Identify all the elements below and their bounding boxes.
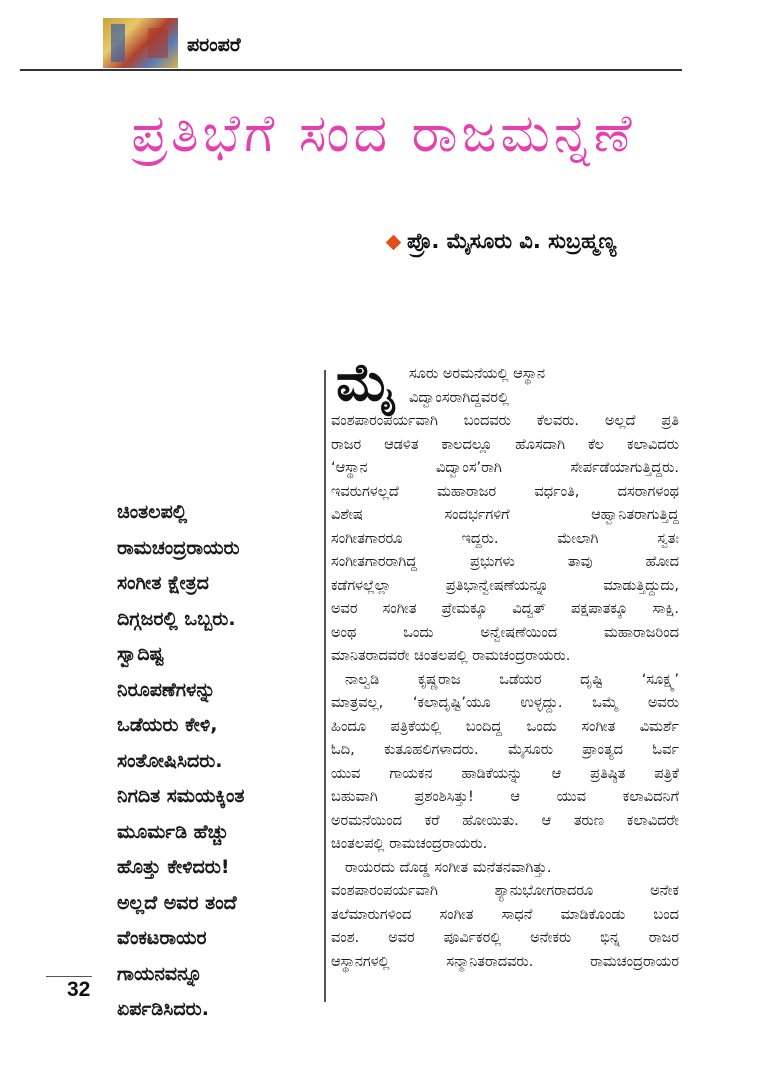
drop-cap: ಮೈ <box>336 353 397 413</box>
article-line: ರಾಜರ ಆಡಳಿತ ಕಾಲದಲ್ಲೂ ಹೊಸದಾಗಿ ಕೆಲ ಕಲಾವಿದರು <box>331 436 679 453</box>
byline <box>388 229 616 254</box>
article-line: ನಾಲ್ವಡಿ ಕೃಷ್ಣರಾಜ ಒಡೆಯರ ದೃಷ್ಟಿ ‘ಸೂಕ್ಷ್ಮ’ <box>345 671 679 688</box>
pull-quote-line: ನಿಗದಿತ ಸಮಯಕ್ಕಿಂತ <box>117 785 245 807</box>
pull-quote-line: ಅಲ್ಲದೆ ಅವರ ತಂದೆ <box>117 891 237 914</box>
article-line: ಅರಮನೆಯಿಂದ ಕರೆ ಹೋಯಿತು. ಆ ತರುಣ ಕಲಾವಿದರೇ <box>331 812 679 829</box>
column-divider <box>324 370 326 1002</box>
header-rule <box>20 69 682 71</box>
article-line: ಅಂಥ ಒಂದು ಅನ್ವೇಷಣೆಯಿಂದ ಮಹಾರಾಜರಿಂದ <box>331 624 679 641</box>
pull-quote-line: ಸ್ವಾದಿಷ್ಟ <box>117 643 164 665</box>
article-line: ಸೂರು ಅರಮನೆಯಲ್ಲಿ ಆಸ್ಥಾನ <box>409 366 546 382</box>
pull-quote-line: ಒಡೆಯರು ಕೇಳಿ, <box>117 714 218 736</box>
article-line: ಯುವ ಗಾಯಕನ ಹಾಡಿಕೆಯನ್ನು ಆ ಪ್ರತಿಷ್ಠಿತ ಪತ್ರಿಕೆ <box>331 765 679 782</box>
pull-quote-line: ನಿರೂಪಣೆಗಳನ್ನು <box>117 678 216 701</box>
diamond-bullet-icon <box>386 234 402 250</box>
pull-quote-line: ವೆಂಕಟರಾಯರ <box>117 927 207 949</box>
article-line: ‘ಆಸ್ಥಾನ ವಿದ್ವಾಂಸ’ರಾಗಿ ಸೇರ್ಪಡೆಯಾಗುತ್ತಿದ್ದರು. <box>331 460 679 476</box>
pull-quote-line: ರಾಮಚಂದ್ರರಾಯರು <box>117 536 240 559</box>
article-line: ಚಿಂತಲಪಲ್ಲಿ ರಾಮಚಂದ್ರರಾಯರು. <box>331 836 488 852</box>
article-line: ಕಡೆಗಳಲ್ಲೆಲ್ಲಾ ಪ್ರತಿಭಾನ್ವೇಷಣೆಯನ್ನೂ ಮಾಡುತ್ತಿದ್ದುದು, <box>331 577 679 594</box>
pull-quote <box>117 495 317 1028</box>
article-line: ಇವರುಗಳಲ್ಲದೆ ಮಹಾರಾಜರ ವರ್ಧಂತಿ, ದಸರಾಗಳಂಥ <box>331 483 679 500</box>
article-line: ಹಿಂದೂ ಪತ್ರಿಕೆಯಲ್ಲಿ ಬಂದಿದ್ದ ಒಂದು ಸಂಗೀತ ವಿಮರ್ಶೆ <box>331 718 679 735</box>
article-line: ವಂಶಪಾರಂಪರ್ಯವಾಗಿ ಬಂದವರು ಕೆಲವರು. ಅಲ್ಲದೆ ಪ್ರತಿ <box>331 413 679 429</box>
article-line: ಬಹುವಾಗಿ ಪ್ರಶಂಶಿಸಿತ್ತು! ಆ ಯುವ ಕಲಾವಿದನಿಗೆ <box>331 789 679 805</box>
article-body <box>331 363 679 974</box>
article-line: ಸಂಗೀತಗಾರರೂ ಇದ್ದರು. ಮೇಲಾಗಿ ಸ್ವತಃ <box>331 530 679 547</box>
article-line: ಅವರ ಸಂಗೀತ ಪ್ರೇಮಕ್ಕೂ ವಿದ್ವತ್ ಪಕ್ಷಪಾತಕ್ಕೂ ಸಾಕ್ಷಿ. <box>331 601 679 617</box>
article-line: ರಾಯರದು ದೊಡ್ಡ ಸಂಗೀತ ಮನೆತನವಾಗಿತ್ತು. <box>345 859 552 876</box>
article-line: ವಿದ್ವಾಂಸರಾಗಿದ್ದವರಲ್ಲಿ <box>409 389 509 406</box>
article-line: ಓದಿ, ಕುತೂಹಲಿಗಳಾದರು. ಮೈಸೂರು ಪ್ರಾಂತ್ಯದ ಓರ್ವ <box>331 742 679 758</box>
pull-quote-line: ದಿಗ್ಗಜರಲ್ಲಿ ಒಬ್ಬರು. <box>117 607 236 630</box>
pull-quote-line: ಸಂಗೀತ ಕ್ಷೇತ್ರದ <box>117 572 209 594</box>
pull-quote-line: ಮೂರ್ಮಡಿ ಹೆಚ್ಚು <box>117 820 229 843</box>
pull-quote-line: ಗಾಯನವನ್ನೂ <box>117 962 203 985</box>
article-line: ತಲೆಮಾರುಗಳಿಂದ ಸಂಗೀತ ಸಾಧನೆ ಮಾಡಿಕೊಂಡು ಬಂದ <box>331 906 679 923</box>
pull-quote-line: ಚಿಂತಲಪಲ್ಲಿ <box>117 501 188 523</box>
page-number: 32 <box>67 978 91 1001</box>
article-line: ವಂಶ. ಅವರ ಪೂರ್ವಿಕರಲ್ಲಿ ಅನೇಕರು ಭಿನ್ನ ರಾಜರ <box>331 930 679 946</box>
pull-quote-line: ಹೊತ್ತು ಕೇಳಿದರು! <box>117 856 230 878</box>
article-line: ಸಂಗೀತಗಾರರಾಗಿದ್ದ ಪ್ರಭುಗಳು ತಾವು ಹೋದ <box>331 554 679 570</box>
pull-quote-line: ಏರ್ಪಡಿಸಿದರು. <box>117 998 209 1020</box>
article-title: ಪ್ರತಿಭೆಗೆ ಸಂದ ರಾಜಮನ್ನಣೆ <box>131 104 636 164</box>
article-line: ಆಸ್ಥಾನಗಳಲ್ಲಿ ಸನ್ಮಾನಿತರಾದವರು. ರಾಮಚಂದ್ರರಾಯರ <box>331 953 679 970</box>
page-number-rule <box>46 976 92 977</box>
header-thumbnail-image <box>103 18 178 68</box>
article-line: ವಂಶಪಾರಂಪರ್ಯವಾಗಿ ಶ್ಯಾನುಭೋಗರಾದರೂ ಅನೇಕ <box>331 883 679 899</box>
section-label: ಪರಂಪರೆ <box>187 34 241 56</box>
article-line: ಮಾನಿತರಾದವರೇ ಚಿಂತಲಪಲ್ಲಿ ರಾಮಚಂದ್ರರಾಯರು. <box>331 648 571 664</box>
author-name: ಪ್ರೊ. ಮೈಸೂರು ವಿ. ಸುಬ್ರಹ್ಮಣ್ಯ <box>407 229 617 253</box>
article-line: ಮಾತ್ರವಲ್ಲ, ‘ಕಲಾದೃಷ್ಟಿ’ಯೂ ಉಳ್ಳದ್ದು. ಒಮ್ಮೆ ಅವರು <box>331 695 679 711</box>
article-line: ವಿಶೇಷ ಸಂದರ್ಭಗಳಿಗೆ ಆಹ್ವಾನಿತರಾಗುತ್ತಿದ್ದ <box>331 507 679 523</box>
pull-quote-line: ಸಂತೋಷಿಸಿದರು. <box>117 749 223 772</box>
